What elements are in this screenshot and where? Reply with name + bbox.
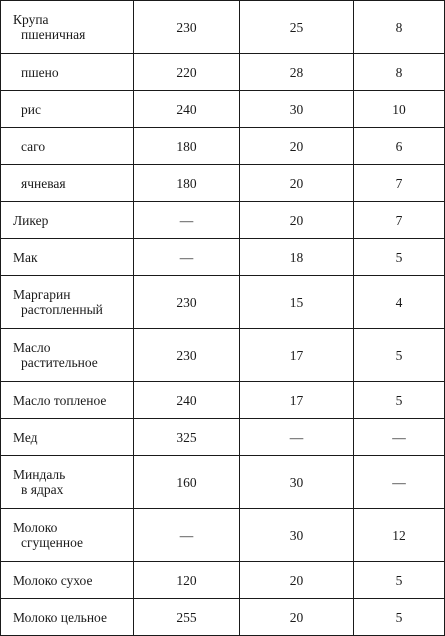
col1-value: 240 bbox=[134, 91, 240, 128]
col2-value: 18 bbox=[240, 239, 354, 276]
table-row bbox=[1, 329, 445, 382]
col2-value: 30 bbox=[240, 91, 354, 128]
table-row bbox=[1, 599, 445, 636]
table-row bbox=[1, 382, 445, 419]
row-name-line1: ячневая bbox=[21, 175, 66, 191]
col3-value: 10 bbox=[354, 91, 445, 128]
table-body bbox=[1, 1, 445, 636]
row-name-line1: Ликер bbox=[13, 212, 49, 228]
col2-value: 20 bbox=[240, 562, 354, 599]
row-name-cell bbox=[1, 54, 134, 91]
col2-value: 20 bbox=[240, 599, 354, 636]
row-name-cell bbox=[1, 165, 134, 202]
col2-value: 17 bbox=[240, 329, 354, 382]
table-row bbox=[1, 54, 445, 91]
col2-value: 20 bbox=[240, 202, 354, 239]
table-row bbox=[1, 276, 445, 329]
table-row bbox=[1, 128, 445, 165]
col3-value: 12 bbox=[354, 509, 445, 562]
row-name-line1: Масло топленое bbox=[13, 392, 107, 408]
col3-value: 7 bbox=[354, 202, 445, 239]
col1-value: 325 bbox=[134, 419, 240, 456]
row-name-line1: Молоко сухое bbox=[13, 572, 93, 588]
col3-value: 8 bbox=[354, 54, 445, 91]
table-row bbox=[1, 202, 445, 239]
col2-value: — bbox=[240, 419, 354, 456]
col3-value: 5 bbox=[354, 599, 445, 636]
col2-value: 20 bbox=[240, 128, 354, 165]
col1-value: 240 bbox=[134, 382, 240, 419]
col2-value: 20 bbox=[240, 165, 354, 202]
table-row bbox=[1, 419, 445, 456]
row-name-line2: пшеничная bbox=[21, 27, 86, 42]
col3-value: 4 bbox=[354, 276, 445, 329]
row-name-line2: в ядрах bbox=[21, 482, 64, 497]
table-row bbox=[1, 239, 445, 276]
row-name-cell bbox=[1, 329, 134, 382]
table-row bbox=[1, 456, 445, 509]
row-name-cell bbox=[1, 239, 134, 276]
col1-value: 180 bbox=[134, 165, 240, 202]
row-name-cell bbox=[1, 128, 134, 165]
col2-value: 17 bbox=[240, 382, 354, 419]
col1-value: 230 bbox=[134, 1, 240, 54]
row-name-line2: растительное bbox=[21, 355, 98, 370]
row-name-cell bbox=[1, 202, 134, 239]
col1-value: — bbox=[134, 202, 240, 239]
col2-value: 25 bbox=[240, 1, 354, 54]
col1-value: — bbox=[134, 239, 240, 276]
row-name-cell bbox=[1, 456, 134, 509]
row-name-line2: растопленный bbox=[21, 302, 103, 317]
row-name-line2: сгущенное bbox=[21, 535, 84, 550]
row-name-line1: Мак bbox=[13, 249, 38, 265]
table-row bbox=[1, 91, 445, 128]
col3-value: — bbox=[354, 419, 445, 456]
col1-value: 120 bbox=[134, 562, 240, 599]
row-name-line1: саго bbox=[21, 138, 46, 154]
row-name-cell bbox=[1, 276, 134, 329]
col1-value: 220 bbox=[134, 54, 240, 91]
row-name-cell bbox=[1, 562, 134, 599]
row-name-cell bbox=[1, 509, 134, 562]
row-name-cell bbox=[1, 91, 134, 128]
row-name-cell bbox=[1, 1, 134, 54]
row-name-line1: Маргарин bbox=[13, 287, 71, 302]
table-row bbox=[1, 562, 445, 599]
col1-value: 230 bbox=[134, 329, 240, 382]
col3-value: 5 bbox=[354, 329, 445, 382]
table-row bbox=[1, 509, 445, 562]
col2-value: 15 bbox=[240, 276, 354, 329]
col1-value: 180 bbox=[134, 128, 240, 165]
table-row bbox=[1, 165, 445, 202]
col3-value: 5 bbox=[354, 382, 445, 419]
row-name-line1: Молоко bbox=[13, 520, 58, 535]
col2-value: 30 bbox=[240, 509, 354, 562]
col2-value: 30 bbox=[240, 456, 354, 509]
col3-value: 8 bbox=[354, 1, 445, 54]
row-name-cell bbox=[1, 419, 134, 456]
col1-value: 230 bbox=[134, 276, 240, 329]
row-name-cell bbox=[1, 382, 134, 419]
row-name-line1: Молоко цельное bbox=[13, 609, 107, 625]
col3-value: 5 bbox=[354, 562, 445, 599]
row-name-line1: Миндаль bbox=[13, 467, 66, 482]
row-name-cell bbox=[1, 599, 134, 636]
col3-value: — bbox=[354, 456, 445, 509]
col3-value: 6 bbox=[354, 128, 445, 165]
row-name-line1: Мед bbox=[13, 429, 38, 445]
table-row bbox=[1, 1, 445, 54]
col2-value: 28 bbox=[240, 54, 354, 91]
col3-value: 5 bbox=[354, 239, 445, 276]
col3-value: 7 bbox=[354, 165, 445, 202]
row-name-line1: Крупа bbox=[13, 12, 49, 27]
row-name-line1: пшено bbox=[21, 64, 59, 80]
col1-value: 160 bbox=[134, 456, 240, 509]
row-name-line1: рис bbox=[21, 101, 41, 117]
col1-value: 255 bbox=[134, 599, 240, 636]
row-name-line1: Масло bbox=[13, 340, 51, 355]
col1-value: — bbox=[134, 509, 240, 562]
